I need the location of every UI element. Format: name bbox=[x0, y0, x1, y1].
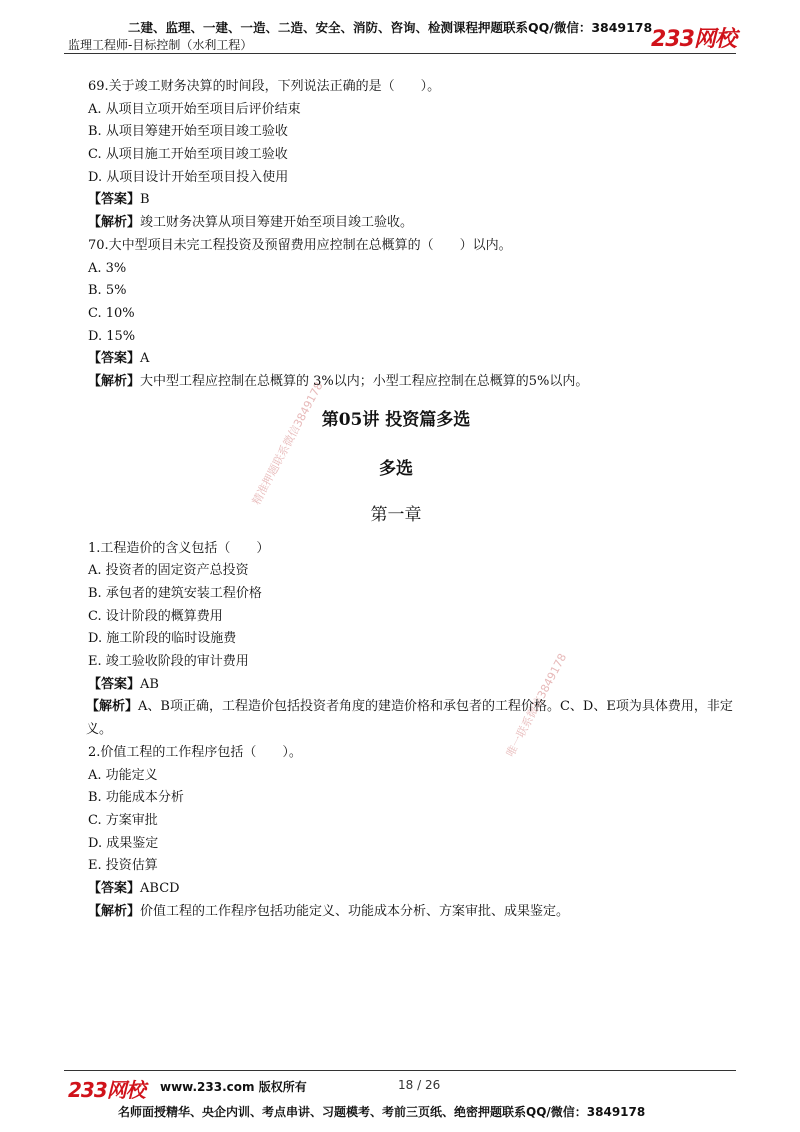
analysis-line bbox=[88, 901, 748, 924]
analysis-label: 【解析】 bbox=[86, 699, 139, 715]
footer-bottom-line: 名师面授精华、央企内训、考点串讲、习题模考、考前三页纸、绝密押题联系QQ/微信：3849178 bbox=[118, 1105, 646, 1119]
subsection-title: 多选 bbox=[379, 458, 413, 479]
option: A. 从项目立项开始至项目后评价结束 bbox=[88, 101, 301, 117]
option: D. 施工阶段的临时设施费 bbox=[88, 631, 237, 647]
question-70 bbox=[88, 235, 748, 394]
answer-value: ABCD bbox=[140, 880, 180, 896]
analysis-label: 【解析】 bbox=[88, 903, 141, 919]
answer-line bbox=[88, 674, 748, 697]
option: A. 3% bbox=[88, 260, 127, 276]
option: B. 功能成本分析 bbox=[88, 790, 184, 806]
answer-label: 【答案】 bbox=[88, 880, 141, 896]
option: E. 投资估算 bbox=[88, 858, 158, 874]
answer-value: A bbox=[140, 351, 150, 367]
option: A. 功能定义 bbox=[88, 767, 158, 783]
watermark: 唯一联系微信3849178 bbox=[503, 651, 570, 760]
page-number: 18 / 26 bbox=[398, 1078, 441, 1092]
option: C. 设计阶段的概算费用 bbox=[88, 608, 223, 624]
section-title: 第05讲 投资篇多选 bbox=[321, 409, 471, 430]
brand-logo bbox=[651, 22, 736, 53]
multi-question-2 bbox=[88, 742, 748, 924]
analysis-text: 竣工财务决算从项目筹建开始至项目竣工验收。 bbox=[140, 215, 414, 231]
answer-value: AB bbox=[140, 676, 159, 692]
answer-line bbox=[88, 348, 748, 371]
answer-line bbox=[88, 878, 748, 901]
brand-logo-text: 233网校 bbox=[651, 27, 736, 52]
multi-question-1 bbox=[88, 538, 748, 742]
answer-label: 【答案】 bbox=[88, 351, 141, 367]
analysis-label: 【解析】 bbox=[88, 215, 141, 231]
footer-rule bbox=[64, 1070, 736, 1071]
analysis-line bbox=[86, 696, 738, 741]
analysis-label: 【解析】 bbox=[88, 373, 141, 389]
question-69 bbox=[88, 76, 748, 235]
analysis-text: 大中型工程应控制在总概算的 3%以内；小型工程应控制在总概算的5%以内。 bbox=[140, 373, 589, 389]
document-body bbox=[88, 76, 748, 923]
document-subtitle: 监理工程师-目标控制（水利工程） bbox=[68, 38, 253, 52]
footer-brand-logo bbox=[68, 1074, 145, 1103]
answer-line bbox=[88, 189, 748, 212]
answer-label: 【答案】 bbox=[88, 192, 141, 208]
option: B. 承包者的建筑安装工程价格 bbox=[88, 586, 262, 601]
option: B. 从项目筹建开始至项目竣工验收 bbox=[88, 124, 288, 140]
analysis-text: A、B项正确，工程造价包括投资者角度的建造价格和承包者的工程价格。C、D、E项为具体费用，非定义。 bbox=[86, 699, 733, 738]
header-rule bbox=[64, 53, 736, 54]
watermark: 精准押题联系微信3849178 bbox=[249, 379, 326, 508]
option: D. 从项目设计开始至项目投入使用 bbox=[88, 169, 289, 185]
question-stem: 69.关于竣工财务决算的时间段，下列说法正确的是（ ）。 bbox=[88, 79, 441, 94]
analysis-line bbox=[88, 371, 748, 394]
option: B. 5% bbox=[88, 283, 127, 299]
option: D. 成果鉴定 bbox=[88, 835, 159, 851]
option: D. 15% bbox=[88, 328, 136, 344]
footer-logo-text: 233网校 bbox=[68, 1078, 145, 1102]
option: C. 从项目施工开始至项目竣工验收 bbox=[88, 147, 288, 163]
option: A. 投资者的固定资产总投资 bbox=[88, 563, 249, 579]
option: C. 10% bbox=[88, 305, 135, 321]
header-top-line: 二建、监理、一建、一造、二造、安全、消防、咨询、检测课程押题联系QQ/微信：3849178 bbox=[128, 20, 653, 35]
question-stem: 1.工程造价的含义包括（ ） bbox=[88, 540, 270, 556]
option: C. 方案审批 bbox=[88, 812, 158, 828]
footer-copyright: www.233.com 版权所有 bbox=[160, 1080, 307, 1094]
question-stem: 70.大中型项目未完工程投资及预留费用应控制在总概算的（ ）以内。 bbox=[88, 237, 512, 253]
analysis-line bbox=[88, 212, 748, 235]
question-stem: 2.价值工程的工作程序包括（ ）。 bbox=[88, 744, 302, 760]
answer-value: B bbox=[140, 192, 150, 208]
answer-label: 【答案】 bbox=[88, 676, 141, 692]
analysis-text: 价值工程的工作程序包括功能定义、功能成本分析、方案审批、成果鉴定。 bbox=[140, 903, 570, 919]
chapter-title: 第一章 bbox=[370, 504, 422, 525]
option: E. 竣工验收阶段的审计费用 bbox=[88, 654, 249, 670]
